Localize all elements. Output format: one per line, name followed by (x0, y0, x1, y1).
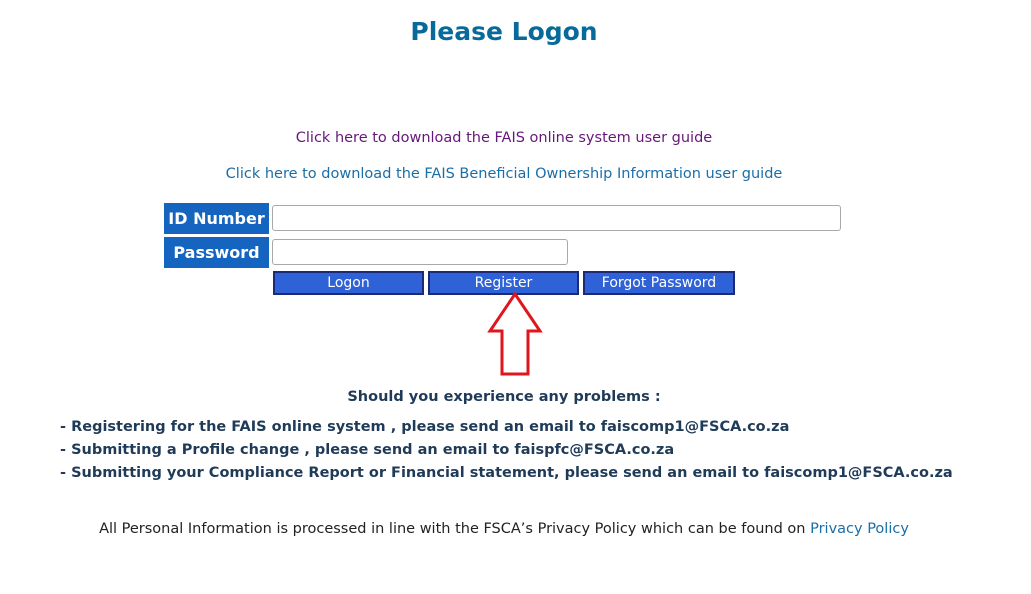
page-title: Please Logon (410, 17, 598, 46)
privacy-policy-link[interactable]: Privacy Policy (810, 521, 909, 537)
problems-list (60, 416, 953, 485)
register-button[interactable]: Register (428, 271, 579, 295)
privacy-footer-text: All Personal Information is processed in line with the FSCA’s Privacy Policy which can be found on (99, 521, 806, 537)
password-input[interactable] (272, 239, 568, 265)
user-guide-link[interactable]: Click here to download the FAIS online system user guide (295, 130, 713, 146)
problem-item-registering: - Registering for the FAIS online system , please send an email to faiscomp1@FSCA.co.za (60, 419, 790, 435)
problem-item-compliance-report: - Submitting your Compliance Report or Financial statement, please send an email to faiscomp1@FSCA.co.za (60, 465, 953, 481)
privacy-footer (0, 521, 1008, 537)
beneficial-ownership-guide-link[interactable]: Click here to download the FAIS Beneficial Ownership Information user guide (225, 166, 783, 182)
forgot-password-button[interactable]: Forgot Password (583, 271, 735, 295)
problem-item-profile-change: - Submitting a Profile change , please send an email to faispfc@FSCA.co.za (60, 442, 675, 458)
password-label: Password (164, 237, 269, 268)
id-number-input[interactable] (272, 205, 841, 231)
id-number-label: ID Number (164, 203, 269, 234)
logon-button[interactable]: Logon (273, 271, 424, 295)
red-arrow-annotation-icon (486, 291, 544, 377)
problems-heading: Should you experience any problems : (347, 389, 661, 405)
